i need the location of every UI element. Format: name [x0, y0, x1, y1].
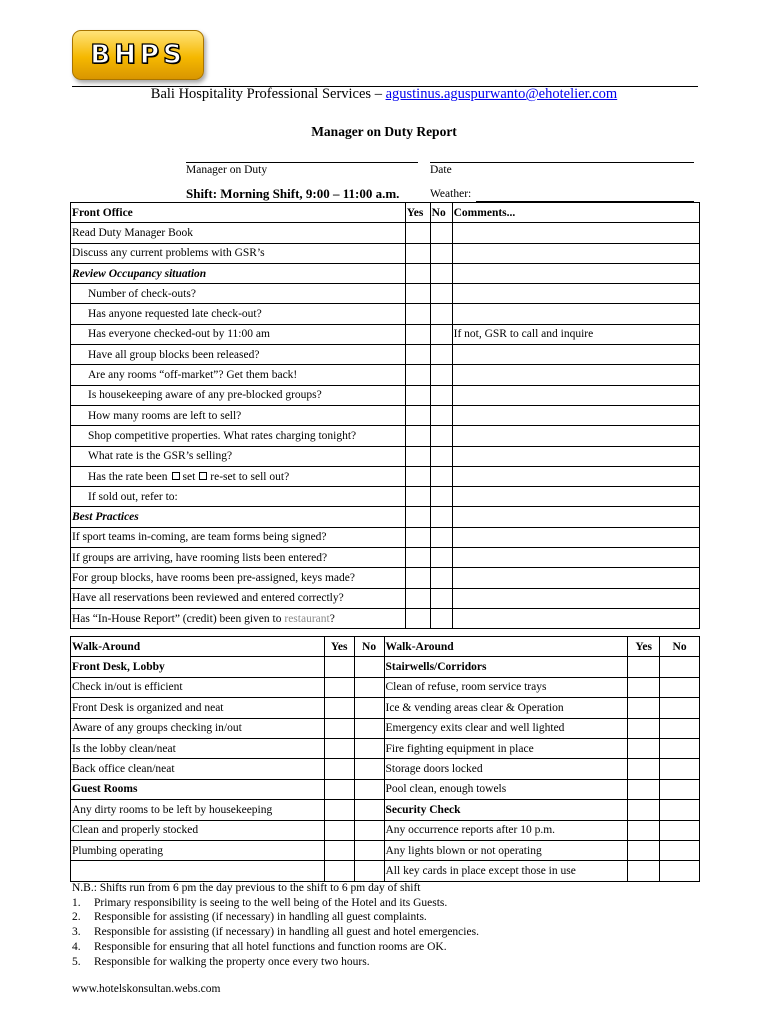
yes-cell[interactable]	[405, 588, 430, 608]
no-cell[interactable]	[354, 800, 384, 820]
note-text: Primary responsibility is seeing to the well being of the Hotel and its Guests.	[94, 896, 448, 909]
comment-cell[interactable]	[452, 487, 699, 507]
row-label: Aware of any groups checking in/out	[71, 718, 325, 738]
row-label	[71, 608, 406, 628]
comment-cell[interactable]: If not, GSR to call and inquire	[452, 324, 699, 344]
yes-cell[interactable]	[405, 385, 430, 405]
no-cell[interactable]	[430, 446, 452, 466]
yes-cell[interactable]	[628, 677, 660, 697]
row-label: Front Desk is organized and neat	[71, 698, 325, 718]
comment-cell[interactable]	[452, 304, 699, 324]
no-cell[interactable]	[430, 426, 452, 446]
table-row	[71, 800, 700, 820]
table-row	[71, 657, 700, 677]
company-email-link[interactable]: agustinus.aguspurwanto@ehotelier.com	[385, 86, 618, 102]
no-header: No	[430, 203, 452, 223]
yes-cell[interactable]	[405, 243, 430, 263]
no-cell[interactable]	[660, 657, 700, 677]
yes-cell[interactable]	[324, 677, 354, 697]
table-row	[71, 487, 700, 507]
no-cell[interactable]	[660, 718, 700, 738]
row-label: Fire fighting equipment in place	[384, 738, 628, 758]
no-cell[interactable]	[430, 588, 452, 608]
comment-cell[interactable]	[452, 284, 699, 304]
note-text: Responsible for assisting (if necessary) in handling all guest complaints.	[94, 911, 427, 924]
no-cell[interactable]	[660, 677, 700, 697]
report-text-c: ?	[329, 612, 335, 625]
no-cell[interactable]	[354, 738, 384, 758]
manager-label: Manager on Duty	[186, 164, 268, 176]
table-row	[71, 263, 700, 283]
row-label: If sold out, refer to:	[71, 487, 406, 507]
table-row	[71, 243, 700, 263]
no-cell[interactable]	[430, 243, 452, 263]
rate-text-c: re-set to sell out?	[210, 470, 290, 483]
table-row	[71, 284, 700, 304]
comment-cell[interactable]	[452, 263, 699, 283]
front-office-table	[70, 202, 700, 629]
note-text: Responsible for ensuring that all hotel functions and function rooms are OK.	[94, 940, 447, 953]
comment-cell[interactable]	[452, 608, 699, 628]
walk-around-header-right: Walk-Around	[384, 637, 628, 657]
comment-cell[interactable]	[452, 466, 699, 486]
row-label: Check in/out is efficient	[71, 677, 325, 697]
no-cell[interactable]	[430, 223, 452, 243]
no-cell[interactable]	[430, 304, 452, 324]
row-label: Number of check-outs?	[71, 284, 406, 304]
yes-cell[interactable]	[628, 840, 660, 860]
row-label: Ice & vending areas clear & Operation	[384, 698, 628, 718]
row-label: For group blocks, have rooms been pre-assigned, keys made?	[71, 568, 406, 588]
no-cell[interactable]	[430, 324, 452, 344]
no-cell[interactable]	[660, 738, 700, 758]
table-row	[71, 738, 700, 758]
front-office-header: Front Office	[71, 203, 406, 223]
logo-text: BHPS	[90, 40, 186, 70]
yes-cell[interactable]	[628, 759, 660, 779]
table-row	[71, 820, 700, 840]
yes-cell[interactable]	[405, 487, 430, 507]
yes-cell[interactable]	[405, 426, 430, 446]
yes-cell[interactable]	[628, 657, 660, 677]
date-label: Date	[430, 164, 452, 176]
yes-cell[interactable]	[405, 548, 430, 568]
no-cell[interactable]	[430, 345, 452, 365]
yes-cell[interactable]	[324, 861, 354, 881]
note-item	[72, 955, 479, 970]
note-item	[72, 896, 479, 911]
yes-cell[interactable]	[324, 738, 354, 758]
comments-header: Comments...	[452, 203, 699, 223]
yes-cell[interactable]	[405, 284, 430, 304]
yes-cell[interactable]	[628, 800, 660, 820]
yes-cell[interactable]	[405, 608, 430, 628]
yes-cell[interactable]	[324, 698, 354, 718]
footer-url[interactable]: www.hotelskonsultan.webs.com	[72, 983, 221, 995]
table-row	[71, 759, 700, 779]
note-item	[72, 925, 479, 940]
yes-cell[interactable]	[628, 861, 660, 881]
bhps-logo	[72, 30, 204, 80]
table-row	[71, 223, 700, 243]
table-row	[71, 779, 700, 799]
no-cell[interactable]	[430, 548, 452, 568]
table-row	[71, 608, 700, 628]
row-label: Have all group blocks been released?	[71, 345, 406, 365]
table-row	[71, 385, 700, 405]
yes-cell[interactable]	[324, 820, 354, 840]
section-heading-best-practices: Best Practices	[71, 507, 406, 527]
yes-cell[interactable]	[405, 527, 430, 547]
note-item	[72, 910, 479, 925]
walk-around-header-left: Walk-Around	[71, 637, 325, 657]
no-cell[interactable]	[354, 840, 384, 860]
no-cell[interactable]	[354, 718, 384, 738]
row-label: How many rooms are left to sell?	[71, 405, 406, 425]
company-line	[0, 86, 768, 103]
checkbox-icon[interactable]	[199, 472, 207, 480]
table-row	[71, 861, 700, 881]
table-header-row	[71, 203, 700, 223]
yes-cell[interactable]	[628, 718, 660, 738]
yes-header: Yes	[628, 637, 660, 657]
table-row	[71, 324, 700, 344]
no-cell[interactable]	[660, 698, 700, 718]
no-cell[interactable]	[430, 385, 452, 405]
note-number: 5.	[72, 955, 81, 968]
row-label: Clean of refuse, room service trays	[384, 677, 628, 697]
no-cell[interactable]	[430, 263, 452, 283]
yes-cell[interactable]	[405, 263, 430, 283]
no-cell[interactable]	[430, 466, 452, 486]
yes-cell[interactable]	[405, 324, 430, 344]
row-label: Any dirty rooms to be left by housekeeping	[71, 800, 325, 820]
yes-cell[interactable]	[628, 820, 660, 840]
table-row	[71, 365, 700, 385]
row-label: Are any rooms “off-market”? Get them back!	[71, 365, 406, 385]
row-label: Read Duty Manager Book	[71, 223, 406, 243]
no-cell[interactable]	[430, 568, 452, 588]
notes-section	[72, 881, 479, 969]
table-row	[71, 588, 700, 608]
yes-cell[interactable]	[628, 738, 660, 758]
comment-cell[interactable]	[452, 507, 699, 527]
no-cell[interactable]	[354, 759, 384, 779]
row-label: Discuss any current problems with GSR’s	[71, 243, 406, 263]
rate-text-b: set	[182, 470, 196, 483]
no-cell[interactable]	[430, 405, 452, 425]
yes-header: Yes	[324, 637, 354, 657]
yes-cell[interactable]	[628, 779, 660, 799]
no-cell[interactable]	[660, 840, 700, 860]
walk-around-header-row	[71, 637, 700, 657]
comment-cell[interactable]	[452, 365, 699, 385]
row-label: Pool clean, enough towels	[384, 779, 628, 799]
walk-around-table	[70, 636, 700, 882]
table-row	[71, 345, 700, 365]
table-row	[71, 840, 700, 860]
row-label: Any lights blown or not operating	[384, 840, 628, 860]
section-heading-guest-rooms: Guest Rooms	[71, 779, 325, 799]
no-cell[interactable]	[660, 759, 700, 779]
yes-cell[interactable]	[405, 446, 430, 466]
no-cell[interactable]	[660, 861, 700, 881]
yes-cell[interactable]	[628, 698, 660, 718]
no-cell[interactable]	[430, 608, 452, 628]
company-name: Bali Hospitality Professional Services –	[150, 86, 382, 102]
yes-cell[interactable]	[324, 840, 354, 860]
no-cell[interactable]	[430, 507, 452, 527]
note-item	[72, 940, 479, 955]
comment-cell[interactable]	[452, 527, 699, 547]
table-row	[71, 507, 700, 527]
section-heading-occupancy: Review Occupancy situation	[71, 263, 406, 283]
comment-cell[interactable]	[452, 426, 699, 446]
row-label: Shop competitive properties. What rates charging tonight?	[71, 426, 406, 446]
yes-cell[interactable]	[324, 759, 354, 779]
comment-cell[interactable]	[452, 446, 699, 466]
note-text: Responsible for assisting (if necessary) in handling all guest and hotel emergencies.	[94, 926, 479, 939]
table-row	[71, 426, 700, 446]
row-label: Is the lobby clean/neat	[71, 738, 325, 758]
no-cell[interactable]	[354, 779, 384, 799]
yes-cell[interactable]	[324, 800, 354, 820]
section-heading-front-desk: Front Desk, Lobby	[71, 657, 325, 677]
weather-label: Weather:	[430, 188, 472, 200]
note-number: 2.	[72, 911, 81, 924]
no-cell[interactable]	[354, 820, 384, 840]
table-row	[71, 718, 700, 738]
no-cell[interactable]	[354, 677, 384, 697]
row-label: If groups are arriving, have rooming lists been entered?	[71, 548, 406, 568]
yes-cell[interactable]	[324, 718, 354, 738]
table-row	[71, 446, 700, 466]
manager-signature-line[interactable]	[186, 162, 418, 163]
no-cell[interactable]	[430, 487, 452, 507]
report-text-a: Has “In-House Report” (credit) been given to	[72, 612, 282, 625]
comment-cell[interactable]	[452, 223, 699, 243]
yes-cell[interactable]	[324, 657, 354, 677]
comment-cell[interactable]	[452, 345, 699, 365]
row-label: Has everyone checked-out by 11:00 am	[71, 324, 406, 344]
table-row	[71, 698, 700, 718]
yes-cell[interactable]	[405, 223, 430, 243]
yes-cell[interactable]	[405, 507, 430, 527]
nb-note: N.B.: Shifts run from 6 pm the day previous to the shift to 6 pm day of shift	[72, 882, 421, 894]
row-label	[71, 861, 325, 881]
row-label: Clean and properly stocked	[71, 820, 325, 840]
table-row	[71, 568, 700, 588]
yes-cell[interactable]	[324, 779, 354, 799]
table-row	[71, 304, 700, 324]
rate-text-a: Has the rate been	[88, 470, 168, 483]
yes-cell[interactable]	[405, 345, 430, 365]
table-row	[71, 466, 700, 486]
comment-cell[interactable]	[452, 548, 699, 568]
yes-cell[interactable]	[405, 405, 430, 425]
note-text: Responsible for walking the property once every two hours.	[94, 955, 370, 968]
row-label	[71, 466, 406, 486]
no-cell[interactable]	[430, 527, 452, 547]
no-cell[interactable]	[354, 657, 384, 677]
no-cell[interactable]	[354, 861, 384, 881]
no-cell[interactable]	[430, 365, 452, 385]
no-header: No	[660, 637, 700, 657]
comment-cell[interactable]	[452, 568, 699, 588]
yes-cell[interactable]	[405, 304, 430, 324]
comment-cell[interactable]	[452, 243, 699, 263]
yes-cell[interactable]	[405, 466, 430, 486]
row-label: Any occurrence reports after 10 p.m.	[384, 820, 628, 840]
shift-label: Shift: Morning Shift, 9:00 – 11:00 a.m.	[186, 186, 400, 201]
row-label: Storage doors locked	[384, 759, 628, 779]
no-header: No	[354, 637, 384, 657]
no-cell[interactable]	[660, 800, 700, 820]
restaurant-text: restaurant	[284, 612, 330, 625]
no-cell[interactable]	[660, 779, 700, 799]
table-row	[71, 405, 700, 425]
page-title: Manager on Duty Report	[311, 124, 457, 139]
date-line[interactable]	[430, 162, 694, 163]
row-label: What rate is the GSR’s selling?	[71, 446, 406, 466]
row-label: Has anyone requested late check-out?	[71, 304, 406, 324]
comment-cell[interactable]	[452, 405, 699, 425]
note-number: 4.	[72, 940, 81, 953]
note-number: 1.	[72, 896, 81, 909]
checkbox-icon[interactable]	[172, 472, 180, 480]
no-cell[interactable]	[660, 820, 700, 840]
no-cell[interactable]	[354, 698, 384, 718]
yes-header: Yes	[405, 203, 430, 223]
row-label: Is housekeeping aware of any pre-blocked groups?	[71, 385, 406, 405]
row-label: If sport teams in-coming, are team forms being signed?	[71, 527, 406, 547]
yes-cell[interactable]	[405, 365, 430, 385]
row-label: Back office clean/neat	[71, 759, 325, 779]
comment-cell[interactable]	[452, 385, 699, 405]
section-heading-stairwells: Stairwells/Corridors	[384, 657, 628, 677]
row-label: All key cards in place except those in use	[384, 861, 628, 881]
note-number: 3.	[72, 926, 81, 939]
table-row	[71, 548, 700, 568]
row-label: Have all reservations been reviewed and entered correctly?	[71, 588, 406, 608]
row-label: Emergency exits clear and well lighted	[384, 718, 628, 738]
no-cell[interactable]	[430, 284, 452, 304]
row-label: Plumbing operating	[71, 840, 325, 860]
table-row	[71, 677, 700, 697]
comment-cell[interactable]	[452, 588, 699, 608]
table-row	[71, 527, 700, 547]
section-heading-security: Security Check	[384, 800, 628, 820]
yes-cell[interactable]	[405, 568, 430, 588]
